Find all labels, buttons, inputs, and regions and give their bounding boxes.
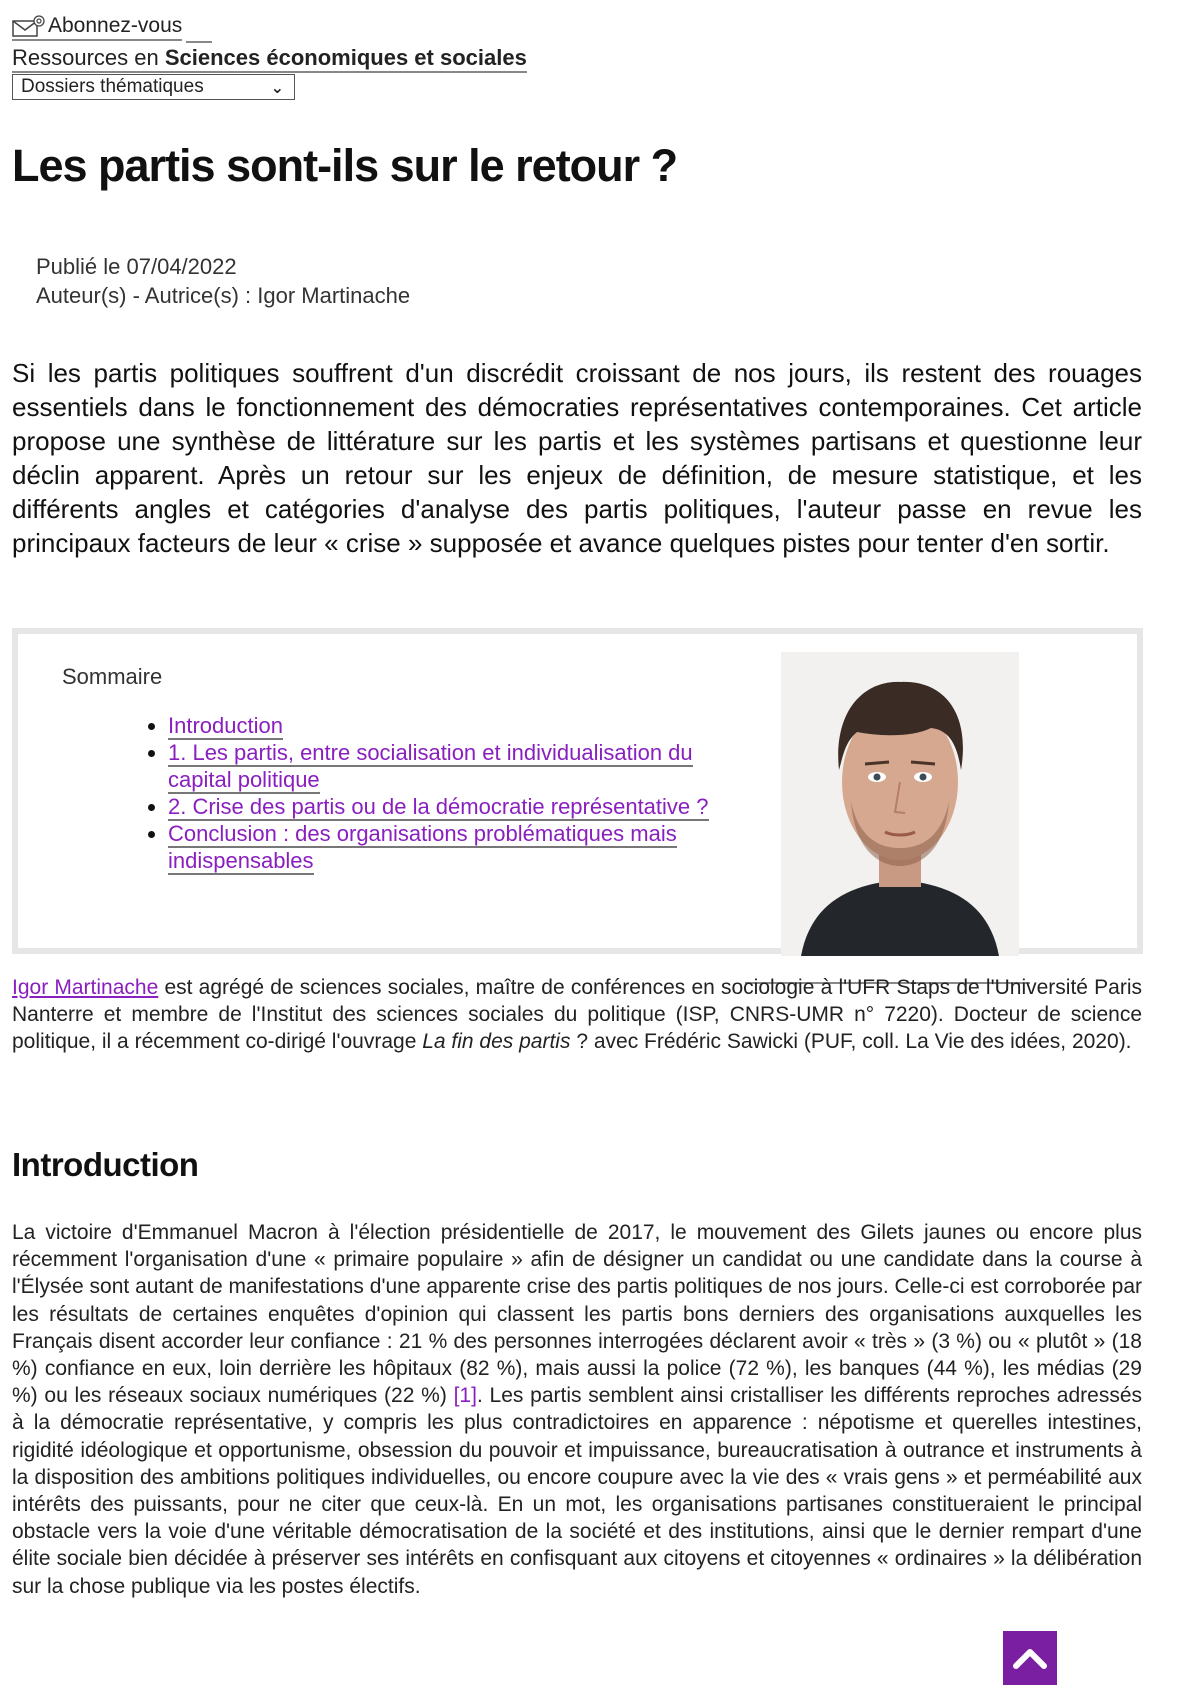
back-to-top-button[interactable]: [1003, 1631, 1057, 1685]
author-bio-text: est agrégé de sciences sociales, maître de conférences en sociologie à l'UFR Staps de l'Université Paris Nanterre et membre de l'Institut des sciences sociales du politique (ISP, CNRS-UMR n° 7220). Docteur de science politique, il a récemment co-dirigé l'ouvrage: [12, 976, 1142, 1053]
summary-box: [12, 628, 1143, 954]
footnote-link-1[interactable]: [1]: [453, 1384, 477, 1408]
subscribe-underline: [186, 21, 212, 43]
section-heading-introduction: Introduction: [12, 1146, 199, 1183]
summary-item: [168, 793, 758, 820]
article-meta: [36, 252, 410, 310]
book-title: La fin des partis: [422, 1030, 571, 1053]
summary-item: [168, 712, 758, 739]
summary-link-introduction[interactable]: Introduction: [168, 713, 283, 738]
topbar: [12, 14, 212, 43]
summary-item: [168, 739, 758, 793]
article-title: Les partis sont-ils sur le retour ?: [12, 140, 678, 191]
author-bio-text-end: ? avec Frédéric Sawicki (PUF, coll. La Vie des idées, 2020).: [570, 1030, 1132, 1053]
author-bio: [12, 974, 1142, 1055]
subscribe-link[interactable]: [12, 14, 182, 41]
chevron-down-icon: ⌄: [270, 80, 284, 97]
envelope-at-icon: [12, 15, 46, 37]
summary-title: Sommaire: [62, 664, 163, 689]
publication-date: Publié le 07/04/2022: [36, 254, 237, 279]
summary-link-part-2[interactable]: 2. Crise des partis ou de la démocratie représentative ?: [168, 794, 709, 819]
section-select[interactable]: [12, 74, 295, 100]
resources-prefix: Ressources en: [12, 45, 165, 70]
summary-link-conclusion[interactable]: Conclusion : des organisations problématiques mais indispensables: [168, 821, 677, 873]
chevron-up-icon: [1013, 1647, 1047, 1669]
resources-subject: Sciences économiques et sociales: [164, 45, 527, 70]
summary-link-part-1[interactable]: 1. Les partis, entre socialisation et individualisation du capital politique: [168, 740, 693, 792]
summary-list: [128, 712, 758, 874]
author-name-link[interactable]: Igor Martinache: [12, 976, 159, 999]
article-authors: Auteur(s) - Autrice(s) : Igor Martinache: [36, 283, 411, 308]
introduction-paragraph: [12, 1219, 1142, 1600]
article-lead: Si les partis politiques souffrent d'un discrédit croissant de nos jours, ils restent des rouages essentiels dans le fonctionnement des démocraties représentatives contemporaines. Cet article propose une synthèse de littérature sur les partis et les systèmes partisans et questionne leur déclin apparent. Après un retour sur les enjeux de définition, de mesure statistique, et les différents angles et catégories d'analyse des partis politiques, l'auteur passe en revue les principaux facteurs de leur « crise » supposée et avance quelques pistes pour tenter d'en sortir.: [12, 358, 1142, 558]
subscribe-label: Abonnez-vous: [48, 14, 183, 37]
introduction-text: La victoire d'Emmanuel Macron à l'élection présidentielle de 2017, le mouvement des Gilets jaunes ou encore plus récemment l'organisation d'une « primaire populaire » afin de désigner un candidat ou une candidate dans la course à l'Élysée sont autant de manifestations d'une apparente crise des partis politiques de nos jours. Celle-ci est corroborée par les résultats de certaines enquêtes d'opinion qui classent les partis bons derniers des organisations auxquelles les Français disent accorder leur confiance : 21 % des personnes interrogées déclarent avoir « très » (3 %) ou « plutôt » (18 %) confiance en eux, loin derrière les hôpitaux (82 %), mais aussi la police (72 %), les banques (44 %), les médias (29 %) ou les réseaux sociaux numériques (22 %): [12, 1221, 1142, 1408]
site-title-link[interactable]: [12, 44, 527, 73]
introduction-text-end: . Les partis semblent ainsi cristalliser les différents reproches adressés à la démocratie représentative, y compris les plus contradictoires en apparence : népotisme et querelles intestines, rigidité idéologique et opportunisme, obsession du pouvoir et impuissance, bureaucratisation à outrance et instruments à la disposition des ambitions politiques individuelles, ou encore coupure avec la vie des « vrais gens » et perméabilité aux intérêts des puissants, pour ne citer que ceux-là. En un mot, les organisations partisanes constitueraient le principal obstacle vers la voie d'une véritable démocratisation de la société et des institutions, ainsi que le dernier rempart d'une élite sociale bien décidée à préserver ses intérêts en confisquant aux citoyens et citoyennes « ordinaires » la délibération sur la chose publique via les postes électifs.: [12, 1384, 1142, 1598]
author-photo: [781, 652, 1019, 956]
summary-item: [168, 820, 758, 874]
author-portrait-image: [781, 652, 1019, 956]
section-select-value: Dossiers thématiques: [21, 76, 204, 97]
